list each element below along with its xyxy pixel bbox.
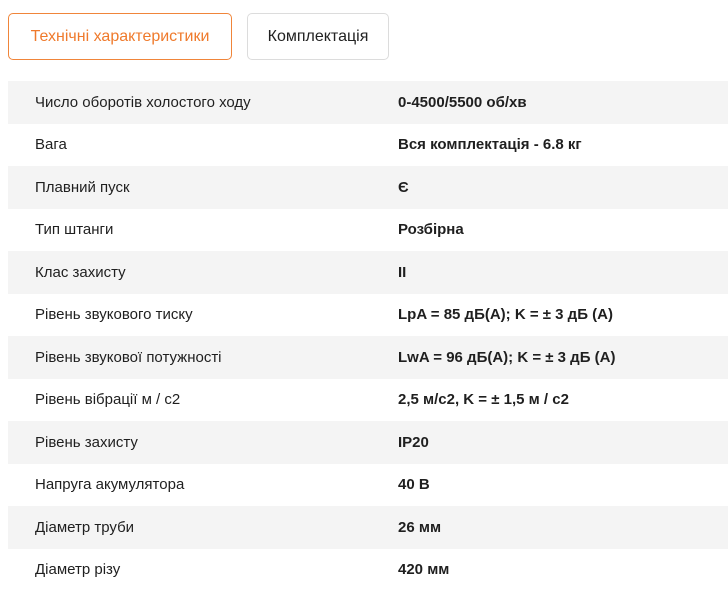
- spec-name: Плавний пуск: [35, 178, 130, 196]
- spec-name: Тип штанги: [35, 221, 114, 239]
- spec-name: Клас захисту: [35, 263, 126, 281]
- spec-value: II: [398, 263, 407, 281]
- spec-name: Вага: [35, 136, 67, 154]
- spec-value: 26 мм: [398, 518, 442, 536]
- spec-value: Розбірна: [398, 221, 464, 239]
- spec-row-vibration: [8, 379, 728, 422]
- spec-name: Число оборотів холостого ходу: [35, 93, 251, 111]
- tab-kit-contents[interactable]: Комплектація: [247, 13, 389, 60]
- spec-row-tube-diameter: [8, 506, 728, 549]
- spec-name: Рівень захисту: [35, 433, 138, 451]
- spec-value: LwA = 96 дБ(А); K = ± 3 дБ (А): [398, 348, 616, 366]
- spec-name: Діаметр труби: [35, 518, 135, 536]
- spec-value: 40 В: [398, 476, 430, 494]
- spec-value: Вся комплектація - 6.8 кг: [398, 136, 582, 154]
- spec-name: Рівень звукового тиску: [35, 306, 193, 324]
- spec-row-soft-start: [8, 166, 728, 209]
- spec-name: Рівень звукової потужності: [35, 348, 222, 366]
- spec-row-shaft-type: [8, 209, 728, 252]
- spec-row-cutting-diameter: [8, 549, 728, 592]
- spec-row-sound-power: [8, 336, 728, 379]
- spec-value: IP20: [398, 433, 429, 451]
- spec-name: Напруга акумулятора: [35, 476, 185, 494]
- tab-specifications[interactable]: Технічні характеристики: [8, 13, 232, 60]
- spec-row-idle-speed: [8, 81, 728, 124]
- spec-value: 2,5 м/с2, K = ± 1,5 м / с2: [398, 391, 569, 409]
- specs-table: [8, 81, 728, 591]
- spec-row-protection-class: [8, 251, 728, 294]
- spec-value: Є: [398, 178, 409, 196]
- spec-row-battery-voltage: [8, 464, 728, 507]
- spec-value: 0-4500/5500 об/хв: [398, 93, 527, 111]
- spec-name: Діаметр різу: [35, 561, 121, 579]
- spec-value: 420 мм: [398, 561, 450, 579]
- spec-row-sound-pressure: [8, 294, 728, 337]
- spec-row-ip-rating: [8, 421, 728, 464]
- spec-row-weight: [8, 124, 728, 167]
- spec-name: Рівень вібрації м / с2: [35, 391, 181, 409]
- tab-bar: [8, 13, 389, 60]
- spec-value: LpA = 85 дБ(А); K = ± 3 дБ (А): [398, 306, 613, 324]
